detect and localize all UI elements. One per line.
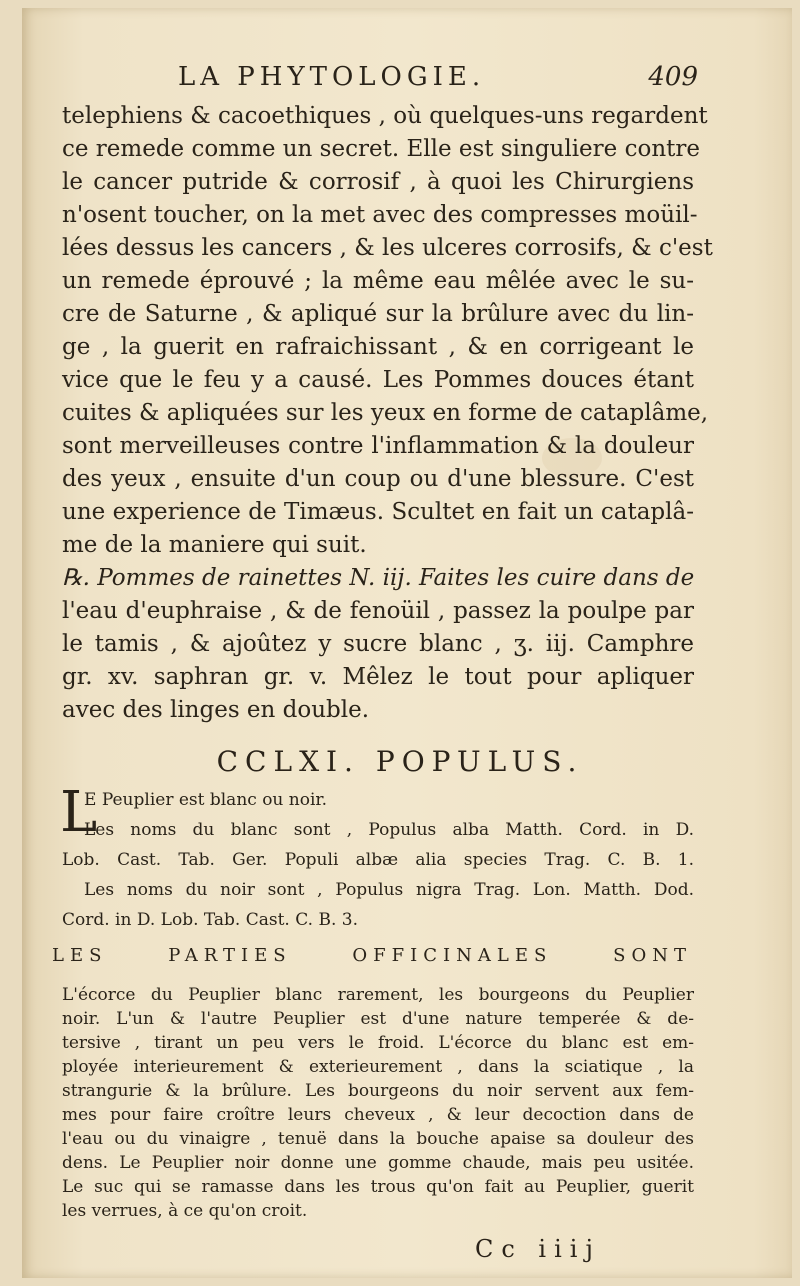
body-line: le cancer putride & corrosif , à quoi les Chirurgiens xyxy=(62,169,694,195)
body-line: sont merveilleuses contre l'inflammation & la douleur xyxy=(62,433,694,459)
body-line: cuites & apliquées sur les yeux en forme de cataplâme, xyxy=(62,400,709,426)
header-title: LA PHYTOLOGIE. xyxy=(178,62,486,92)
running-header xyxy=(178,62,698,92)
parts-line: mes pour faire croître leurs cheveux , & leur decoction dans de xyxy=(62,1105,694,1125)
section-title: CCLXI. POPULUS. xyxy=(216,745,584,778)
recipe-line: avec des linges en double. xyxy=(62,697,370,723)
body-line: telephiens & cacoethiques , où quelques-uns regardent xyxy=(62,103,708,129)
body-line: me de la maniere qui suit. xyxy=(62,532,367,558)
parts-line: ployée interieurement & exterieurement , dans la sciatique , la xyxy=(62,1057,694,1077)
parts-line: Le suc qui se ramasse dans les trous qu'on fait au Peuplier, guerit xyxy=(62,1177,694,1197)
populus-line: Les noms du noir sont , Populus nigra Trag. Lon. Matth. Dod. xyxy=(84,880,694,900)
parts-line: tersive , tirant un peu vers le froid. L'écorce du blanc est em- xyxy=(62,1033,694,1053)
body-line: vice que le feu y a causé. Les Pommes douces étant xyxy=(62,367,694,393)
recipe-line: l'eau d'euphraise , & de fenoüil , passez la poulpe par xyxy=(62,598,694,624)
body-line: lées dessus les cancers , & les ulceres corrosifs, & c'est xyxy=(62,235,713,261)
body-line: des yeux , ensuite d'un coup ou d'une blessure. C'est xyxy=(62,466,694,492)
populus-line: Les noms du blanc sont , Populus alba Matth. Cord. in D. xyxy=(84,820,694,840)
body-line: ce remede comme un secret. Elle est singuliere contre xyxy=(62,136,700,162)
recipe-line: le tamis , & ajoûtez y sucre blanc , ʒ. iij. Camphre xyxy=(62,631,694,657)
body-line: n'osent toucher, on la met avec des compresses moüil- xyxy=(62,202,698,228)
parts-line: l'eau ou du vinaigre , tenuë dans la bouche apaise sa douleur des xyxy=(62,1129,694,1149)
body-line: une experience de Timæus. Scultet en fait un cataplâ- xyxy=(62,499,694,525)
parts-line: L'écorce du Peuplier blanc rarement, les bourgeons du Peuplier xyxy=(62,985,694,1005)
parts-line: noir. L'un & l'autre Peuplier est d'une nature temperée & de- xyxy=(62,1009,694,1029)
parts-line: les verrues, à ce qu'on croit. xyxy=(62,1201,308,1221)
parts-heading: LES PARTIES OFFICINALES SONT xyxy=(52,945,692,966)
signature-mark: Cc iiij xyxy=(475,1235,601,1263)
parts-line: dens. Le Peuplier noir donne une gomme chaude, mais peu usitée. xyxy=(62,1153,694,1173)
recipe-line: ℞. Pommes de rainettes N. iij. Faites les cuire dans de xyxy=(62,565,695,591)
body-line: un remede éprouvé ; la même eau mêlée avec le su- xyxy=(62,268,694,294)
body-line: cre de Saturne , & apliqué sur la brûlure avec du lin- xyxy=(62,301,694,327)
populus-line: E Peuplier est blanc ou noir. xyxy=(84,790,328,810)
recipe-line: gr. xv. saphran gr. v. Mêlez le tout pour apliquer xyxy=(62,664,694,690)
page-number: 409 xyxy=(648,62,698,92)
parts-line: strangurie & la brûlure. Les bourgeons du noir servent aux fem- xyxy=(62,1081,694,1101)
populus-line: Lob. Cast. Tab. Ger. Populi albæ alia species Trag. C. B. 1. xyxy=(62,850,694,870)
populus-line: Cord. in D. Lob. Tab. Cast. C. B. 3. xyxy=(62,910,358,930)
body-line: ge , la guerit en rafraichissant , & en corrigeant le xyxy=(62,334,694,360)
drop-cap: L xyxy=(60,780,98,845)
